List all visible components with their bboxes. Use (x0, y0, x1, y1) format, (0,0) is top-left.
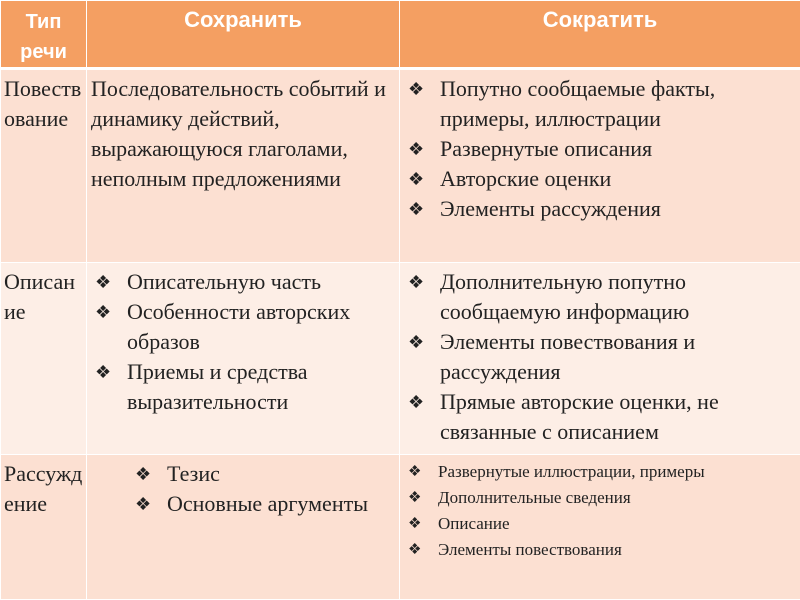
table-row (1, 263, 800, 455)
diamond-bullet-icon: ❖ (408, 542, 422, 558)
cut-list-reasoning (400, 455, 800, 600)
diamond-bullet-icon: ❖ (408, 490, 422, 506)
list-item: ❖ Описание (404, 511, 796, 537)
header-type: Тип речи (1, 1, 87, 69)
list-item: ❖ Развернутые описания (404, 134, 796, 164)
diamond-bullet-icon: ❖ (135, 464, 152, 484)
list-item: ❖ Прямые авторские оценки, не связанные с описанием (408, 389, 719, 444)
header-row (1, 1, 800, 69)
keep-text-narration: Последовательность событий и динамику действий, выражающуюся глаголами, неполным предложениями (87, 69, 400, 263)
row-type-narration: Повествование (1, 69, 87, 263)
list-item: ❖ Описательную часть (91, 267, 395, 297)
diamond-bullet-icon: ❖ (95, 362, 112, 382)
diamond-bullet-icon: ❖ (95, 272, 112, 292)
diamond-bullet-icon: ❖ (135, 494, 152, 514)
list-item: ❖ Элементы рассуждения (404, 194, 796, 224)
diamond-bullet-icon: ❖ (408, 332, 425, 352)
diamond-bullet-icon: ❖ (408, 272, 425, 292)
list-item: ❖ Основные аргументы (131, 489, 395, 519)
diamond-bullet-icon: ❖ (408, 392, 425, 412)
diamond-bullet-icon: ❖ (408, 464, 422, 480)
table-row (1, 455, 800, 600)
table-row (1, 69, 800, 263)
list-item: ❖ Приемы и средства выразительности (95, 359, 308, 414)
list-item: ❖ Авторские оценки (404, 164, 796, 194)
list-item: ❖ Дополнительную попутно сообщаемую информацию (408, 269, 690, 324)
diamond-bullet-icon: ❖ (408, 516, 422, 532)
diamond-bullet-icon: ❖ (408, 169, 425, 189)
row-type-reasoning: Рассуждение (1, 455, 87, 600)
list-item: ❖ Элементы повествования и рассуждения (408, 329, 696, 384)
list-item: ❖ Особенности авторских образов (95, 299, 351, 354)
header-keep: Сохранить (87, 1, 400, 69)
list-item: ❖ Развернутые иллюстрации, примеры (404, 459, 796, 485)
header-cut: Сократить (400, 1, 800, 69)
list-item: ❖ Тезис (131, 459, 395, 489)
diamond-bullet-icon: ❖ (408, 139, 425, 159)
list-item: ❖ Попутно сообщаемые факты, примеры, иллюстрации (408, 76, 716, 131)
row-type-description: Описание (1, 263, 87, 455)
list-item: ❖ Дополнительные сведения (404, 485, 796, 511)
diamond-bullet-icon: ❖ (408, 199, 425, 219)
list-item: ❖ Элементы повествования (404, 537, 796, 563)
keep-list-description (87, 263, 400, 455)
diamond-bullet-icon: ❖ (95, 302, 112, 322)
cut-list-description (400, 263, 800, 455)
diamond-bullet-icon: ❖ (408, 79, 425, 99)
cut-list-narration (400, 69, 800, 263)
keep-list-reasoning (87, 455, 400, 600)
